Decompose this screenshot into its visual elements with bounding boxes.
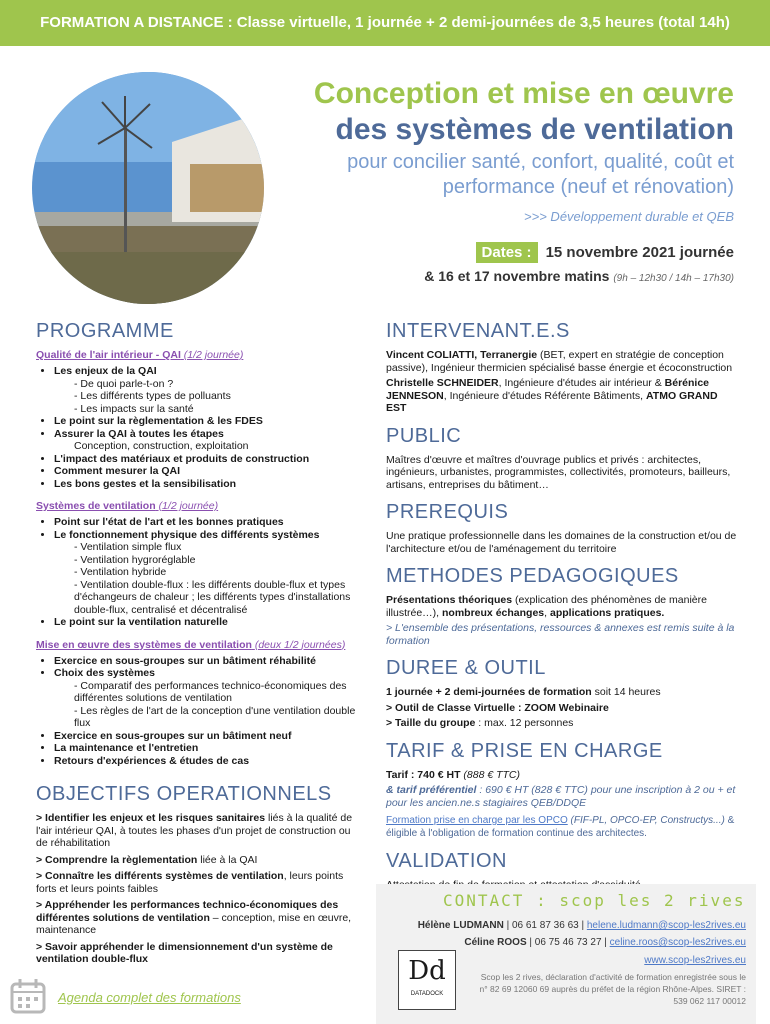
objectif-item: > Appréhender les performances technico-économiques des différentes solutions de ventilation – conception, mise en œuvre, maintenance	[36, 899, 352, 936]
tarif-heading: TARIF & PRISE EN CHARGE	[386, 739, 663, 762]
email-link-2[interactable]: celine.roos@scop-les2rives.eu	[609, 937, 746, 948]
website-link[interactable]: www.scop-les2rives.eu	[644, 955, 746, 966]
page-title	[254, 76, 734, 148]
list-item: • Le point sur la ventilation naturelle	[54, 616, 356, 629]
header-photo-wind-turbine	[32, 72, 264, 304]
module-1-items	[36, 365, 356, 490]
programme-heading: PROGRAMME	[36, 320, 174, 342]
dates-main: 15 novembre 2021 journée	[545, 244, 734, 261]
methodes-section: METHODES PEDAGOGIQUES Présentations théoriques (explication des phénomènes de manière illustrée…), nombreux échanges, applications pratiques. > L'ensemble des présentations, ressources & annexes est remis suite à la formation	[386, 565, 740, 647]
dates-secondary: & 16 et 17 novembre matins	[424, 268, 610, 284]
list-item: • Assurer la QAI à toutes les étapes Conception, construction, exploitation	[54, 428, 356, 453]
agenda-link[interactable]: Agenda complet des formations	[58, 990, 241, 1005]
dates-label: Dates :	[476, 242, 538, 263]
objectif-item: > Savoir appréhender le dimensionnement d'un système de ventilation double-flux	[36, 940, 333, 965]
objectif-item: > Connaître les différents systèmes de ventilation, leurs points forts et leurs points faibles	[36, 870, 344, 895]
right-column	[386, 320, 740, 902]
legal-text: Scop les 2 rives, déclaration d'activité de formation enregistrée sous le n° 82 69 12060 69 auprès du préfet de la région Rhône-Alpes. SIRET : 539 062 117 00012	[479, 972, 746, 1006]
title-line-2: des systèmes de ventilation	[335, 113, 734, 146]
objectifs-heading: OBJECTIFS OPERATIONNELS	[36, 783, 332, 805]
list-item: • Retours d'expériences & études de cas	[54, 755, 356, 768]
module-3-title: Mise en œuvre des systèmes de ventilation (deux 1/2 journées)	[36, 638, 346, 651]
dates-line-2	[424, 268, 734, 284]
duree-heading: DUREE & OUTIL	[386, 657, 546, 679]
list-item: • Point sur l'état de l'art et les bonnes pratiques	[54, 516, 356, 529]
contact-line-2: Céline ROOS | 06 75 46 73 27 | celine.roos@scop-les2rives.eu	[464, 937, 746, 948]
intervenants-heading: INTERVENANT.E.S	[386, 320, 570, 342]
left-column	[36, 320, 356, 970]
list-item: • Les bons gestes et la sensibilisation	[54, 478, 356, 491]
contact-line-1: Hélène LUDMANN | 06 61 87 36 63 | helene.ludmann@scop-les2rives.eu	[417, 920, 746, 931]
methodes-heading: METHODES PEDAGOGIQUES	[386, 565, 679, 587]
calendar-icon	[8, 976, 48, 1016]
objectif-item: > Comprendre la règlementation liée à la QAI	[36, 853, 258, 866]
objectif-item: > Identifier les enjeux et les risques sanitaires liés à la qualité de l'air intérieur QAI, à toutes les phases d'un projet de construction ou de réhabilitation	[36, 812, 353, 849]
dates-hours: (9h – 12h30 / 14h – 17h30)	[613, 273, 734, 284]
intervenants-section: INTERVENANT.E.S Vincent COLIATTI, Terranergie (BET, expert en stratégie de conception passive), Ingénieur thermicien spécialisé basse énergie et écoconstruction Christelle SCHNEIDER, Ingénieure d'études air intérieur & Bérénice JENNESON, Ingénieure d'études Référente Bâtiments, ATMO GRAND EST	[386, 320, 740, 415]
list-item: • Le fonctionnement physique des différents systèmes - Ventilation simple flux - Ventilation hygroréglable - Ventilation hybride - Ventilation double-flux : les différents double-flux et types d'échangeurs de chaleur ; les différents types d'installations double-flux, centralisé et décentralisé	[54, 529, 356, 617]
list-item: • La maintenance et l'entretien	[54, 742, 356, 755]
dates-line-1	[476, 244, 734, 261]
website-line	[644, 955, 746, 966]
list-item: • Les enjeux de la QAI - De quoi parle-t-on ? - Les différents types de polluants - Les impacts sur la santé	[54, 365, 356, 415]
list-item: • Choix des systèmes - Comparatif des performances technico-économiques des différentes solutions de ventilation - Les règles de l'art de la conception d'une ventilation double flux	[54, 667, 356, 730]
module-2-items	[36, 516, 356, 629]
top-banner: FORMATION A DISTANCE : Classe virtuelle, 1 journée + 2 demi-journées de 3,5 heures (total 14h)	[0, 0, 770, 46]
email-link-1[interactable]: helene.ludmann@scop-les2rives.eu	[586, 920, 746, 931]
public-heading: PUBLIC	[386, 424, 462, 447]
list-item: • Exercice en sous-groupes sur un bâtiment neuf	[54, 730, 356, 743]
list-item: • Le point sur la règlementation & les FDES	[54, 415, 356, 428]
datadock-logo: Dd DATADOCK	[398, 950, 456, 1010]
module-3-items	[36, 655, 356, 768]
list-item: • L'impact des matériaux et produits de construction	[54, 453, 356, 466]
tagline: >>> Développement durable et QEB	[524, 209, 734, 224]
tarif-section: TARIF & PRISE EN CHARGE Tarif : 740 € HT (888 € TTC) & tarif préférentiel : 690 € HT (828 € TTC) pour une inscription à 2 ou + et pour les ancien.ne.s stagiaires QEB/DDQE Formation prise en charge par les OPCO (FIF-PL, OPCO-EP, Constructys...) & éligible à l'obligation de formation continue des architectes.	[386, 740, 740, 841]
prerequis-section: PREREQUIS Une pratique professionnelle dans les domaines de la construction et/ou de l'architecture et/ou de l'aménagement du territoire	[386, 501, 740, 555]
validation-heading: VALIDATION	[386, 850, 507, 872]
module-2-title: Systèmes de ventilation (1/2 journée)	[36, 500, 219, 512]
prerequis-heading: PREREQUIS	[386, 501, 509, 523]
opco-link[interactable]: Formation prise en charge par les OPCO	[386, 815, 568, 826]
contact-title: CONTACT : scop les 2 rives	[443, 891, 746, 910]
page-subtitle: pour concilier santé, confort, qualité, coût et performance (neuf et rénovation)	[347, 151, 734, 198]
module-1-title: Qualité de l'air intérieur - QAI (1/2 journée)	[36, 349, 244, 361]
list-item: • Exercice en sous-groupes sur un bâtiment réhabilité	[54, 655, 356, 668]
public-section: PUBLIC Maîtres d'œuvre et maîtres d'ouvrage publics et privés : architectes, ingénieurs, urbanistes, programmistes, collectivités, promoteurs, bailleurs, artisans, entreprises du bâtiment…	[386, 425, 740, 492]
title-line-1: Conception et mise en œuvre	[313, 77, 734, 110]
list-item: • Comment mesurer la QAI	[54, 465, 356, 478]
duree-section: DUREE & OUTIL 1 journée + 2 demi-journées de formation soit 14 heures > Outil de Classe Virtuelle : ZOOM Webinaire > Taille du groupe : max. 12 personnes	[386, 657, 740, 730]
